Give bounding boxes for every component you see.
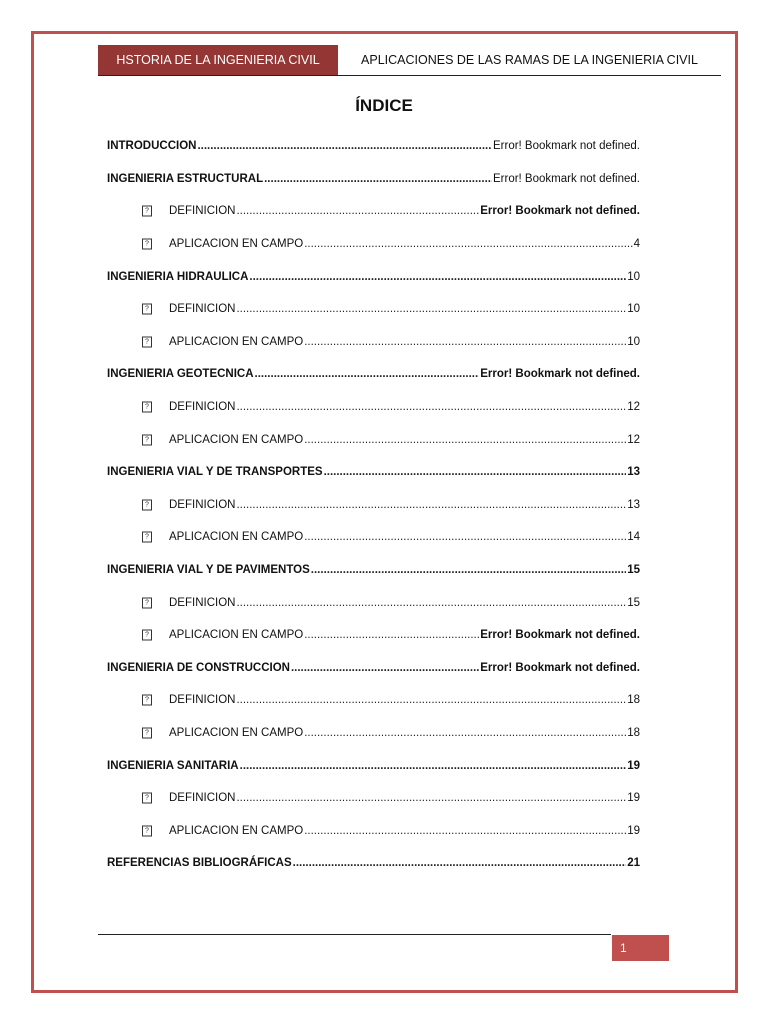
toc-entry-label: INGENIERIA DE CONSTRUCCION [107,661,290,674]
toc-entry[interactable] [107,749,640,782]
toc-entry-page: Error! Bookmark not defined. [480,368,640,381]
bullet-icon: ? [142,695,152,706]
toc-entry-label: INGENIERIA VIAL Y DE TRANSPORTES [107,466,323,479]
toc-entry-page: 4 [633,238,640,251]
footer-divider [98,934,611,935]
bullet-icon: ? [142,597,152,608]
toc-entry-label: INGENIERIA HIDRAULICA [107,270,249,283]
table-of-contents [107,130,640,880]
toc-entry-page: Error! Bookmark not defined. [480,205,640,218]
toc-entry-label: APLICACION EN CAMPO [169,629,304,642]
bullet-icon: ? [142,239,152,250]
bullet-icon: ? [142,532,152,543]
toc-entry-label: REFERENCIAS BIBLIOGRÁFICAS [107,857,292,870]
toc-entry[interactable] [107,228,640,261]
dot-leader [240,760,627,772]
running-header [98,45,721,75]
header-tab-left: HSTORIA DE LA INGENIERIA CIVIL [98,45,338,75]
toc-entry[interactable] [107,652,640,685]
toc-entry-page: 15 [627,564,640,577]
toc-entry-label: APLICACION EN CAMPO [169,335,304,348]
dot-leader [264,173,492,185]
toc-entry-label: DEFINICION [169,205,236,218]
toc-entry[interactable] [107,521,640,554]
bullet-icon: ? [142,304,152,315]
dot-leader [324,466,627,478]
toc-entry-page: 13 [627,466,640,479]
toc-entry-label: INGENIERIA GEOTECNICA [107,368,254,381]
bullet-icon: ? [142,727,152,738]
toc-entry-label: DEFINICION [169,596,236,609]
toc-entry[interactable] [107,554,640,587]
dot-leader [311,564,626,576]
toc-entry-label: APLICACION EN CAMPO [169,433,304,446]
toc-entry[interactable] [107,195,640,228]
toc-entry-page: 19 [627,759,640,772]
toc-entry-label: APLICACION EN CAMPO [169,824,304,837]
toc-entry-page: 10 [627,335,640,348]
dot-leader [304,727,626,739]
toc-entry[interactable] [107,619,640,652]
toc-entry-page: 21 [627,857,640,870]
toc-entry-page: 14 [627,531,640,544]
toc-entry[interactable] [107,684,640,717]
toc-entry-page: Error! Bookmark not defined. [492,172,640,185]
dot-leader [304,629,479,641]
page-number: 1 [612,935,669,961]
dot-leader [197,140,492,152]
bullet-icon: ? [142,630,152,641]
toc-entry-label: INGENIERIA ESTRUCTURAL [107,172,264,185]
bullet-icon: ? [142,499,152,510]
toc-entry-label: DEFINICION [169,401,236,414]
toc-entry[interactable] [107,163,640,196]
toc-entry-page: 10 [627,303,640,316]
page-title: ÍNDICE [355,96,413,115]
toc-entry-page: 10 [627,270,640,283]
toc-entry[interactable] [107,130,640,163]
header-divider [98,75,721,76]
toc-entry-label: APLICACION EN CAMPO [169,726,304,739]
bullet-icon: ? [142,825,152,836]
toc-entry-label: APLICACION EN CAMPO [169,531,304,544]
dot-leader [236,792,626,804]
dot-leader [236,205,479,217]
dot-leader [304,531,626,543]
toc-entry[interactable] [107,423,640,456]
toc-entry-page: 13 [627,498,640,511]
toc-entry-page: 18 [627,694,640,707]
toc-entry-label: DEFINICION [169,303,236,316]
toc-entry-page: 18 [627,726,640,739]
toc-entry[interactable] [107,456,640,489]
toc-entry-label: DEFINICION [169,792,236,805]
toc-entry[interactable] [107,782,640,815]
dot-leader [304,336,626,348]
toc-entry[interactable] [107,260,640,293]
toc-entry-page: Error! Bookmark not defined. [492,140,640,153]
toc-entry-page: 19 [627,792,640,805]
dot-leader [249,271,626,283]
toc-entry-label: INGENIERIA VIAL Y DE PAVIMENTOS [107,564,310,577]
toc-entry-page: Error! Bookmark not defined. [480,629,640,642]
toc-entry[interactable] [107,293,640,326]
dot-leader [236,499,626,511]
dot-leader [304,434,626,446]
toc-entry[interactable] [107,391,640,424]
dot-leader [236,694,626,706]
toc-entry-page: 19 [627,824,640,837]
toc-entry-page: 12 [627,433,640,446]
toc-entry[interactable] [107,814,640,847]
dot-leader [236,597,626,609]
toc-entry-label: DEFINICION [169,498,236,511]
dot-leader [304,238,632,250]
bullet-icon: ? [142,434,152,445]
bullet-icon: ? [142,336,152,347]
dot-leader [236,303,626,315]
toc-entry[interactable] [107,847,640,880]
toc-entry-label: APLICACION EN CAMPO [169,238,304,251]
toc-entry-label: INGENIERIA SANITARIA [107,759,239,772]
toc-entry[interactable] [107,358,640,391]
dot-leader [236,401,626,413]
toc-entry[interactable] [107,489,640,522]
dot-leader [291,662,479,674]
toc-entry[interactable] [107,717,640,750]
bullet-icon: ? [142,402,152,413]
bullet-icon: ? [142,206,152,217]
toc-entry[interactable] [107,586,640,619]
toc-entry[interactable] [107,326,640,359]
header-title-right: APLICACIONES DE LAS RAMAS DE LA INGENIERIA CIVIL [361,53,698,67]
dot-leader [304,825,626,837]
toc-entry-label: INTRODUCCION [107,140,197,153]
dot-leader [293,857,627,869]
toc-entry-label: DEFINICION [169,694,236,707]
toc-entry-page: Error! Bookmark not defined. [480,661,640,674]
bullet-icon: ? [142,793,152,804]
dot-leader [255,368,480,380]
toc-entry-page: 12 [627,401,640,414]
toc-entry-page: 15 [627,596,640,609]
